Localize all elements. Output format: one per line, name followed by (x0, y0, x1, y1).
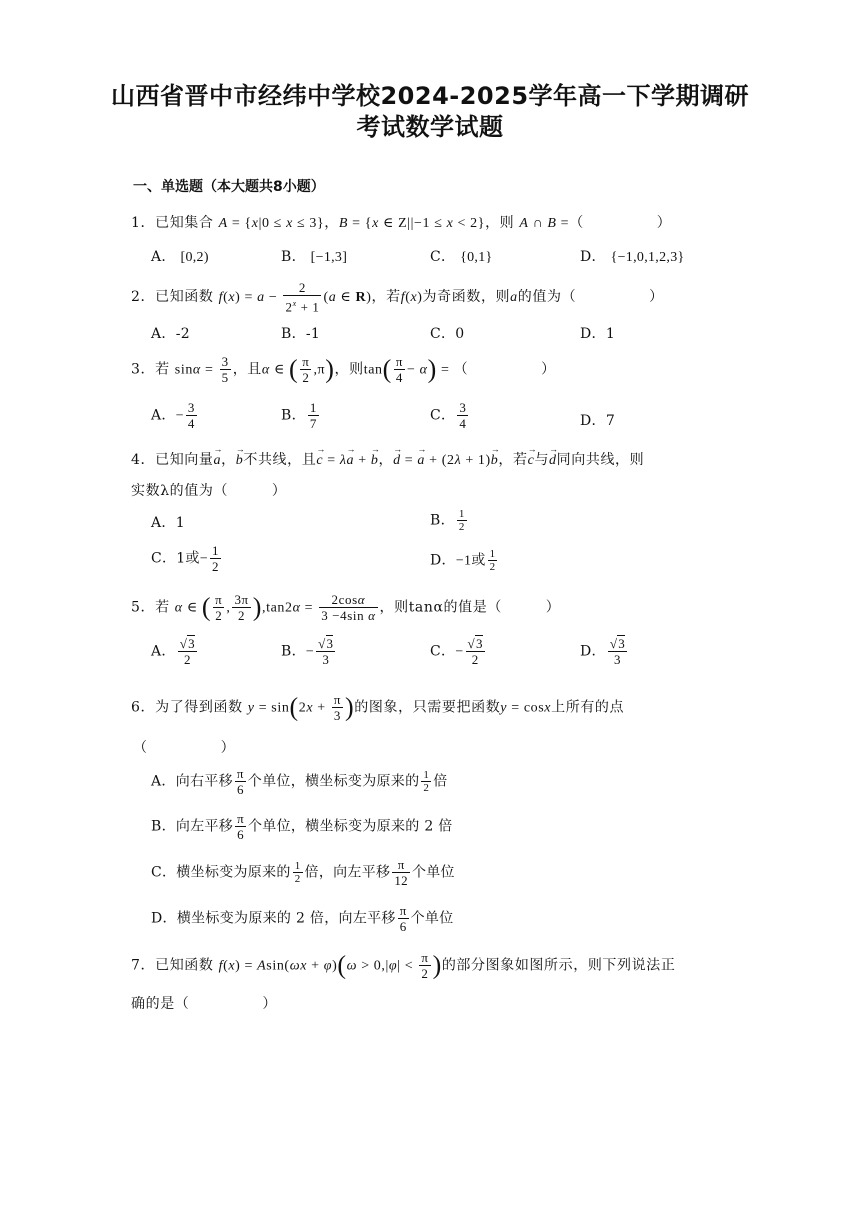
question-3: 3．若 sinα = $\frac{3}{5}$ ，且α ∈ ( $\frac{\pi}{2}$ ,π)，则tan( $\frac{\pi}{4}$ − α) = （ ） (131, 354, 556, 385)
q5-option-c: C．− $\frac{√3}{2}$ (430, 636, 483, 667)
q1-option-b: B． [−1,3] (281, 249, 348, 265)
question-text: 已知集合 (155, 215, 214, 231)
question-6: 6．为了得到函数 y = sin(2x + $\frac{\pi}{3}$ )的图象，只需要把函数y = cosx上所有的点 (131, 692, 625, 723)
question-7: 7．已知函数 f(x) = Asin(ωx + φ)(ω > 0,|φ| < $\frac{\pi}{2}$ )的部分图象如图所示，则下列说法正 (131, 950, 676, 981)
q1-option-c: C． {0,1} (430, 249, 493, 265)
q6-option-c: C．横坐标变为原来的 $\frac{1}{2}$ 倍，向左平移 $\frac{\pi}{12}$ 个单位 (151, 857, 455, 888)
question-7-line-2: 确的是（ ） (131, 996, 277, 1012)
q3-option-c: C． $\frac{3}{4}$ (430, 400, 467, 431)
question-4: 4．已知向量→ a，→ b不共线，且→ c = λ→ a + → b，→ d = → a + (2λ + 1)→ b，若→ c与→ d同向共线，则 (131, 449, 644, 469)
title-line-2: 考试数学试题 (356, 113, 504, 141)
section-heading: 一、单选题（本大题共8小题） (133, 179, 325, 195)
q5-option-a: A． $\frac{√3}{2}$ (151, 636, 195, 667)
q4-option-a: A．1 (151, 515, 185, 531)
question-text-end: ，则 (485, 215, 515, 231)
q4-option-c: C．1或− $\frac{1}{2}$ (151, 543, 219, 574)
q6-option-a: A．向右平移 $\frac{\pi}{6}$ 个单位，横坐标变为原来的 $\frac{1}{2}$ 倍 (151, 766, 448, 797)
q6-option-b: B．向左平移 $\frac{\pi}{6}$ 个单位，横坐标变为原来的 2 倍 (151, 811, 453, 842)
q2-option-b: B．-1 (281, 326, 321, 342)
q1-option-d: D． {−1,0,1,2,3} (580, 249, 685, 265)
q4-option-b: B． $\frac{1}{2}$ (430, 508, 465, 533)
q5-option-b: B．− $\frac{√3}{3}$ (281, 636, 334, 667)
q2-option-d: D．1 (580, 326, 616, 342)
title-line-1: 山西省晋中市经纬中学校2024-2025学年高一下学期调研 (110, 82, 750, 110)
question-number: 1． (131, 215, 156, 231)
q3-option-b: B． $\frac{1}{7}$ (281, 400, 317, 431)
q6-option-d: D．横坐标变为原来的 2 倍，向左平移 $\frac{\pi}{6}$ 个单位 (151, 903, 454, 934)
q4-option-d: D．−1或 $\frac{1}{2}$ (430, 548, 496, 573)
q2-option-a: A．-2 (151, 326, 190, 342)
question-1: 1．已知集合 A = {x|0 ≤ x ≤ 3}，B = {x ∈ Z||−1 ≤ x < 2}，则 A ∩ B =（ ） (131, 215, 672, 231)
q5-option-d: D． $\frac{√3}{3}$ (580, 636, 626, 667)
q3-option-a: A．− $\frac{3}{4}$ (151, 400, 195, 431)
question-4-line-2: 实数λ的值为（ ） (131, 483, 287, 499)
question-5: 5．若 α ∈ ( $\frac{\pi}{2}$ , $\frac{3\pi}{2}$ ),tan2α = $\frac{2\cos\alpha}{\text{3 −4sin α}}$ ，则tanα的值是（ ） (131, 592, 561, 623)
q2-option-c: C．0 (430, 326, 465, 342)
question-2: 2．已知函数 f(x) = a − $\frac{2}{2^x + 1}$ (a ∈ R)，若f(x)为奇函数，则a的值为（ ） (131, 280, 664, 315)
answer-paren: （ ） (569, 215, 672, 231)
q3-option-d: D．7 (580, 413, 616, 429)
q1-option-a: A． [0,2) (151, 249, 209, 265)
question-6-paren: （ ） (133, 740, 236, 756)
